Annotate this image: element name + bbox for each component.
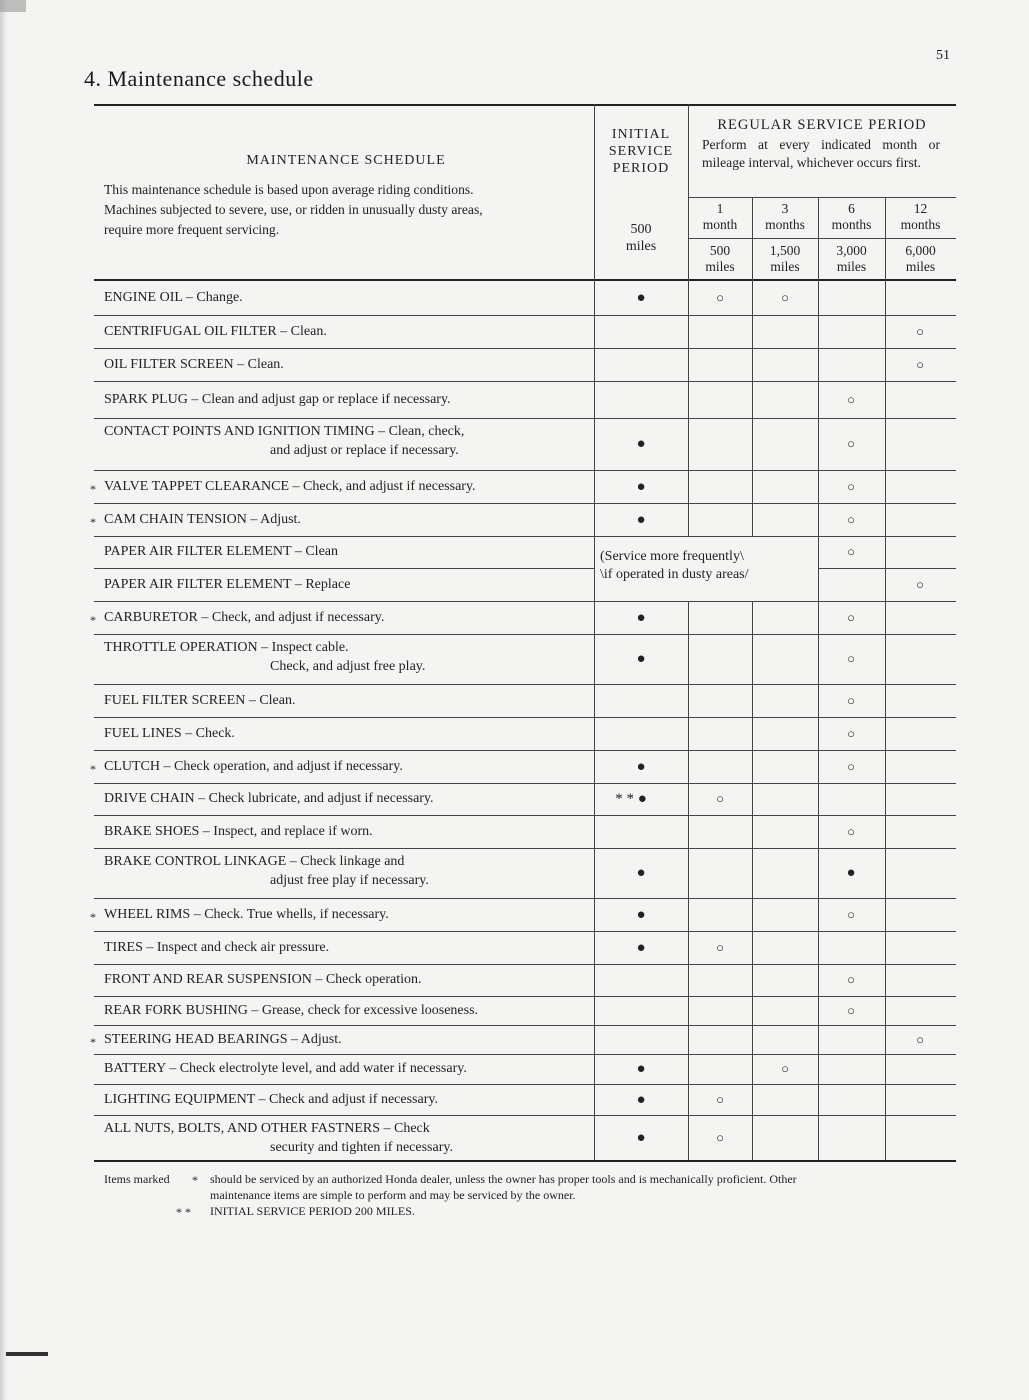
initial-service-mark: ● [636, 1092, 646, 1108]
initial-heading-line: INITIAL [611, 127, 671, 142]
schedule-item-label: OIL FILTER SCREEN – Clean. [104, 357, 284, 372]
period-service-mark: ○ [847, 392, 855, 407]
period-month-cell [818, 201, 885, 233]
column-line [818, 280, 819, 1160]
period-miles-value: 6,000 [905, 243, 936, 258]
row-rule [94, 348, 956, 349]
period-service-mark: ○ [847, 479, 855, 494]
footnote-line-3: INITIAL SERVICE PERIOD 200 MILES. [210, 1204, 415, 1218]
schedule-item-label: VALVE TAPPET CLEARANCE – Check, and adjust if necessary. [104, 479, 476, 494]
period-service-mark: ○ [847, 824, 855, 839]
schedule-item-label: CAM CHAIN TENSION – Adjust. [104, 512, 301, 527]
period-service-mark: ○ [847, 544, 855, 559]
column-line [752, 280, 753, 536]
period-month-cell [688, 201, 752, 233]
row-rule [94, 470, 956, 471]
dusty-area-note [600, 548, 749, 584]
row-rule [94, 634, 956, 635]
initial-heading-line: PERIOD [612, 161, 670, 176]
period-service-mark: ○ [716, 1092, 724, 1107]
initial-miles-value: 500 [630, 222, 652, 237]
schedule-item-label: DRIVE CHAIN – Check lubricate, and adjust if necessary. [104, 791, 434, 806]
schedule-item-detail: adjust free play if necessary. [270, 873, 429, 888]
period-miles-value: 500 [709, 243, 731, 258]
schedule-item-label: FUEL FILTER SCREEN – Clean. [104, 693, 296, 708]
intro-text [104, 180, 584, 240]
period-service-mark: ○ [781, 290, 789, 305]
schedule-item-label: LIGHTING EQUIPMENT – Check and adjust if necessary. [104, 1092, 438, 1107]
schedule-item-label: ALL NUTS, BOLTS, AND OTHER FASTNERS – Check [104, 1121, 430, 1136]
dealer-service-star: * [90, 910, 96, 924]
row-rule [94, 964, 956, 965]
initial-service-mark: ● [636, 940, 646, 956]
regular-period-heading: REGULAR SERVICE PERIOD [717, 117, 927, 133]
page-binding-shadow [0, 0, 8, 1400]
initial-service-mark: ● [636, 907, 646, 923]
initial-service-mark: * * ● [615, 791, 647, 807]
period-miles-value: 1,500 [769, 243, 801, 258]
row-rule [94, 1115, 956, 1116]
row-rule [94, 568, 594, 569]
footnote-line-1: should be serviced by an authorized Honda dealer, unless the owner has proper tools and is mechanically proficient. Other [210, 1172, 797, 1186]
period-month-value: 12 [913, 201, 928, 216]
period-miles-value: 3,000 [836, 243, 867, 258]
period-service-mark: ○ [916, 1032, 924, 1047]
period-divider [688, 238, 956, 239]
period-service-mark: ○ [916, 357, 924, 372]
period-service-mark: ○ [847, 972, 855, 987]
schedule-item-label: CENTRIFUGAL OIL FILTER – Clean. [104, 324, 327, 339]
period-miles-cell [688, 243, 752, 275]
period-miles-cell [818, 243, 885, 275]
period-month-unit: months [765, 217, 805, 232]
footnote-label: Items marked [104, 1172, 170, 1186]
schedule-item-label: STEERING HEAD BEARINGS – Adjust. [104, 1032, 342, 1047]
schedule-item-label: PAPER AIR FILTER ELEMENT – Replace [104, 577, 351, 592]
initial-service-mark: ● [636, 759, 646, 775]
row-rule [94, 996, 956, 997]
period-service-mark: ○ [781, 1061, 789, 1076]
schedule-title: MAINTENANCE SCHEDULE [246, 153, 446, 168]
period-month-value: 6 [848, 201, 855, 216]
table-bottom-rule [94, 1160, 956, 1162]
initial-service-mark: ● [636, 651, 646, 667]
period-service-mark: ○ [916, 324, 924, 339]
row-rule [818, 568, 956, 569]
dealer-service-star: * [90, 482, 96, 496]
period-service-mark: ○ [847, 726, 855, 741]
table-top-rule [94, 104, 956, 106]
section-title: 4. Maintenance schedule [84, 66, 314, 91]
column-line [688, 280, 689, 536]
regular-period-description: Perform at every indicated month or mileage interval, whichever occurs first. [702, 137, 940, 170]
initial-heading-line: SERVICE [608, 144, 674, 159]
schedule-item-label: FRONT AND REAR SUSPENSION – Check operation. [104, 972, 422, 987]
corner-mark [0, 0, 26, 12]
period-service-mark: ○ [716, 290, 724, 305]
intro-line: Machines subjected to severe, use, or ridden in unusually dusty areas, [104, 202, 483, 217]
dealer-service-star: * [90, 762, 96, 776]
intro-line: This maintenance schedule is based upon average riding conditions. [104, 182, 474, 197]
column-line [885, 280, 886, 1160]
schedule-item-label: BRAKE CONTROL LINKAGE – Check linkage and [104, 854, 405, 869]
period-month-unit: month [702, 217, 738, 232]
row-rule [94, 418, 956, 419]
period-month-value: 1 [716, 201, 724, 216]
period-miles-unit: miles [770, 259, 800, 274]
period-service-mark: ○ [847, 693, 855, 708]
row-rule [94, 315, 956, 316]
row-rule [94, 684, 956, 685]
initial-miles-unit: miles [625, 239, 657, 254]
period-service-mark: ○ [716, 1130, 724, 1145]
row-rule [94, 536, 956, 537]
row-rule [94, 1054, 956, 1055]
initial-service-mark: ● [636, 290, 646, 306]
page-number: 51 [936, 48, 950, 63]
schedule-item-label: ENGINE OIL – Change. [104, 290, 243, 305]
period-month-cell [885, 201, 956, 233]
period-miles-cell [752, 243, 818, 275]
schedule-item-detail: and adjust or replace if necessary. [270, 443, 459, 458]
schedule-item-label: CONTACT POINTS AND IGNITION TIMING – Clean, check, [104, 424, 465, 439]
initial-period-heading [594, 126, 688, 177]
period-service-mark: ○ [847, 759, 855, 774]
schedule-item-label: BRAKE SHOES – Inspect, and replace if worn. [104, 824, 373, 839]
schedule-item-label: REAR FORK BUSHING – Grease, check for excessive looseness. [104, 1003, 479, 1018]
period-miles-unit: miles [905, 259, 936, 274]
schedule-item-label: CLUTCH – Check operation, and adjust if necessary. [104, 759, 403, 774]
schedule-item-detail: security and tighten if necessary. [270, 1140, 453, 1155]
footnote-line-2: maintenance items are simple to perform and may be serviced by the owner. [210, 1188, 576, 1202]
row-rule [94, 381, 956, 382]
initial-service-mark: ● [636, 1061, 646, 1077]
row-rule [94, 750, 956, 751]
column-line [688, 601, 689, 1160]
dealer-service-star: * [90, 613, 96, 627]
header-bottom-rule [94, 279, 956, 281]
period-month-unit: months [831, 217, 872, 232]
period-service-mark: ○ [716, 791, 724, 806]
period-service-mark: ○ [847, 907, 855, 922]
row-rule [94, 601, 956, 602]
initial-service-mark: ● [636, 436, 646, 452]
schedule-item-label: SPARK PLUG – Clean and adjust gap or replace if necessary. [104, 392, 451, 407]
schedule-item-label: THROTTLE OPERATION – Inspect cable. [104, 640, 349, 655]
period-service-mark: ○ [916, 577, 924, 592]
period-service-mark: ○ [847, 610, 855, 625]
period-service-mark: ○ [847, 512, 855, 527]
dealer-service-star: * [90, 515, 96, 529]
intro-line: require more frequent servicing. [104, 222, 280, 237]
initial-service-mark: ● [636, 865, 646, 881]
period-service-mark: ○ [847, 1003, 855, 1018]
period-month-unit: months [900, 217, 941, 232]
row-rule [94, 503, 956, 504]
schedule-item-label: TIRES – Inspect and check air pressure. [104, 940, 330, 955]
bottom-mark [6, 1352, 48, 1356]
footnote-star: * [192, 1173, 198, 1187]
footnote-double-star: * * [176, 1205, 191, 1219]
schedule-item-label: PAPER AIR FILTER ELEMENT – Clean [104, 544, 339, 559]
period-service-mark: ○ [847, 436, 855, 451]
row-rule [94, 815, 956, 816]
row-rule [94, 898, 956, 899]
period-service-mark: ● [846, 865, 856, 881]
dealer-service-star: * [90, 1035, 96, 1049]
row-rule [94, 1025, 956, 1026]
schedule-item-label: FUEL LINES – Check. [104, 726, 235, 741]
initial-service-mark: ● [636, 1130, 646, 1146]
schedule-item-label: BATTERY – Check electrolyte level, and add water if necessary. [104, 1061, 467, 1076]
period-service-mark: ○ [716, 940, 724, 955]
period-miles-unit: miles [836, 259, 867, 274]
dusty-note-line: \if operated in dusty areas/ [600, 567, 749, 582]
row-rule [94, 1084, 956, 1085]
regular-divider [688, 197, 956, 198]
schedule-item-label: WHEEL RIMS – Check. True whells, if necessary. [104, 907, 389, 922]
initial-service-mark: ● [636, 512, 646, 528]
period-month-value: 3 [781, 201, 789, 216]
schedule-item-label: CARBURETOR – Check, and adjust if necessary. [104, 610, 385, 625]
schedule-item-detail: Check, and adjust free play. [270, 659, 426, 674]
row-rule [94, 848, 956, 849]
dusty-note-line: (Service more frequently\ [600, 549, 744, 564]
row-rule [94, 717, 956, 718]
row-rule [94, 931, 956, 932]
row-rule [94, 783, 956, 784]
period-service-mark: ○ [847, 651, 855, 666]
period-miles-cell [885, 243, 956, 275]
initial-period-miles [594, 221, 688, 255]
period-miles-unit: miles [705, 259, 735, 274]
column-line [752, 601, 753, 1160]
period-month-cell [752, 201, 818, 233]
initial-service-mark: ● [636, 610, 646, 626]
initial-service-mark: ● [636, 479, 646, 495]
column-line [594, 280, 595, 1160]
